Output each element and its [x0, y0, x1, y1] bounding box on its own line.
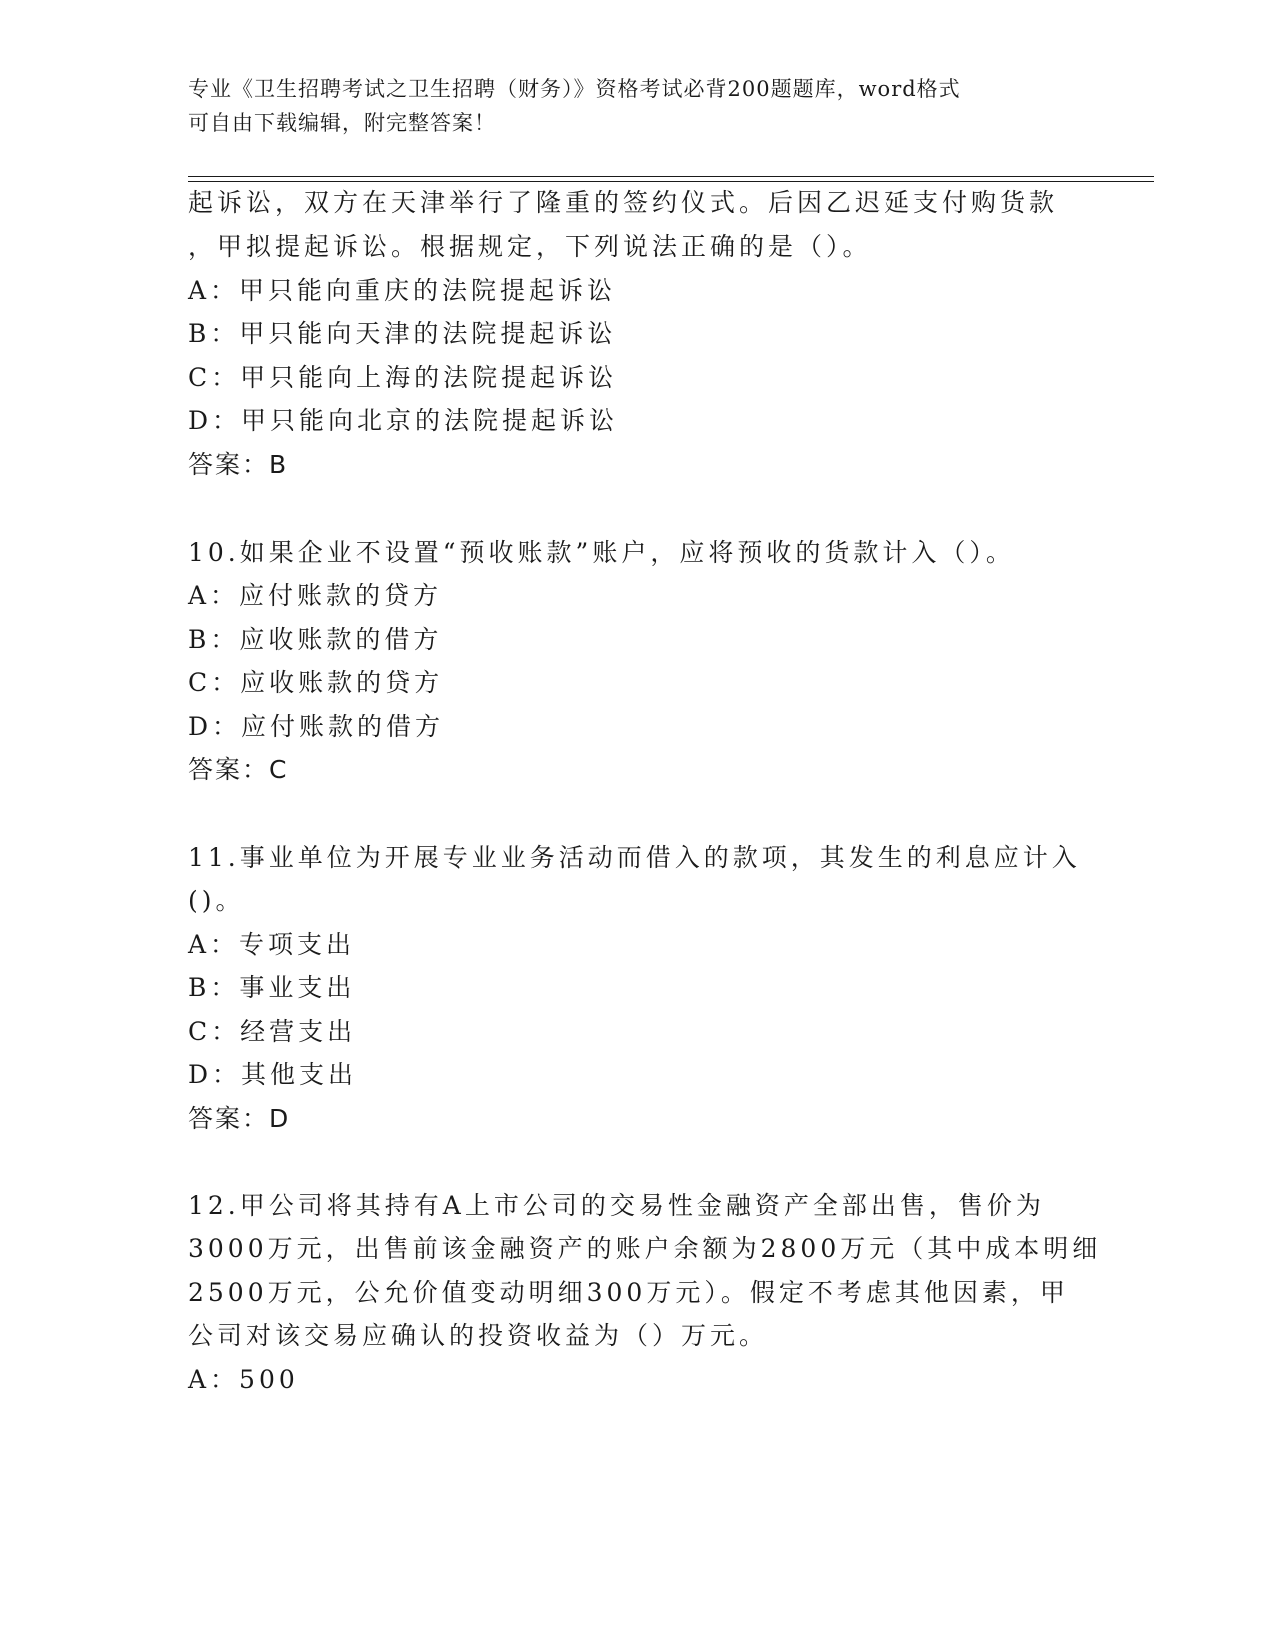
question-text: 10.如果企业不设置“预收账款”账户，应将预收的货款计入（）。	[188, 538, 1015, 567]
option-a: A：500	[188, 1365, 299, 1394]
header-divider-bottom	[188, 181, 1154, 182]
question-text: 起诉讼，双方在天津举行了隆重的签约仪式。后因乙迟延支付购货款	[188, 188, 1059, 217]
header-divider-top	[188, 176, 1154, 177]
question-text: 12.甲公司将其持有A上市公司的交易性金融资产全部出售，售价为	[188, 1191, 1045, 1220]
question-text: ()。	[188, 886, 245, 915]
option-c: C：甲只能向上海的法院提起诉讼	[188, 363, 618, 392]
document-header	[188, 72, 1088, 140]
option-a: A：专项支出	[188, 930, 356, 959]
question-text: 3000万元，出售前该金融资产的账户余额为2800万元（其中成本明细	[188, 1234, 1102, 1263]
answer: 答案：C	[188, 755, 289, 784]
option-c: C：应收账款的贷方	[188, 668, 444, 697]
option-b: B：应收账款的借方	[188, 625, 443, 654]
option-d: D：应付账款的借方	[188, 712, 445, 741]
option-a: A：甲只能向重庆的法院提起诉讼	[188, 276, 617, 305]
question-text: 11.事业单位为开展专业业务活动而借入的款项，其发生的利息应计入	[188, 843, 1081, 872]
question-text: 2500万元，公允价值变动明细300万元）。假定不考虑其他因素，甲	[188, 1278, 1069, 1307]
header-title-line-2: 可自由下载编辑，附完整答案！	[188, 111, 496, 135]
answer: 答案：D	[188, 1104, 291, 1133]
option-b: B：甲只能向天津的法院提起诉讼	[188, 319, 617, 348]
option-d: D：甲只能向北京的法院提起诉讼	[188, 406, 619, 435]
option-d: D：其他支出	[188, 1060, 358, 1089]
answer: 答案：B	[188, 450, 289, 479]
header-title-line-1: 专业《卫生招聘考试之卫生招聘（财务）》资格考试必背200题题库，word格式	[188, 77, 961, 101]
option-c: C：经营支出	[188, 1017, 357, 1046]
option-a: A：应付账款的贷方	[188, 581, 443, 610]
question-text: 公司对该交易应确认的投资收益为（）万元。	[188, 1321, 769, 1350]
question-text: ，甲拟提起诉讼。根据规定，下列说法正确的是（）。	[188, 232, 872, 261]
option-b: B：事业支出	[188, 973, 356, 1002]
